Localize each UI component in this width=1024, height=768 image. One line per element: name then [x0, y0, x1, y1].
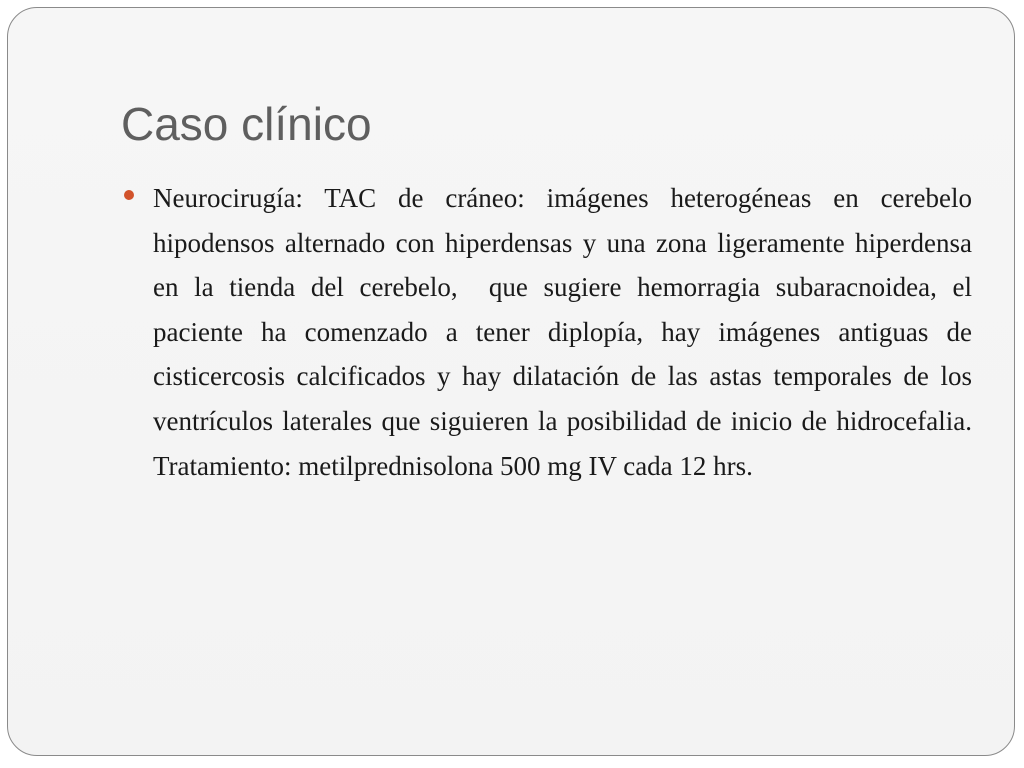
bullet-list [124, 176, 979, 488]
slide-title: Caso clínico [121, 98, 372, 150]
bullet-dot-icon [124, 190, 134, 200]
bullet-text: Neurocirugía: TAC de cráneo: imágenes heterogéneas en cerebelo hipodensos alternado con hiperdensas y una zona ligeramente hiperdensa en la tienda del cerebelo, que sugiere hemorragia subaracnoidea, el paciente ha comenzado a tener diplopía, hay imágenes antiguas de cisticercosis calcificados y hay dilatación de las astas temporales de los ventrículos laterales que siguieren la posibilidad de inicio de hidrocefalia. Tratamiento: metilprednisolona 500 mg IV cada 12 hrs. [153, 183, 979, 481]
slide-frame [7, 7, 1015, 756]
bullet-item [124, 176, 979, 488]
